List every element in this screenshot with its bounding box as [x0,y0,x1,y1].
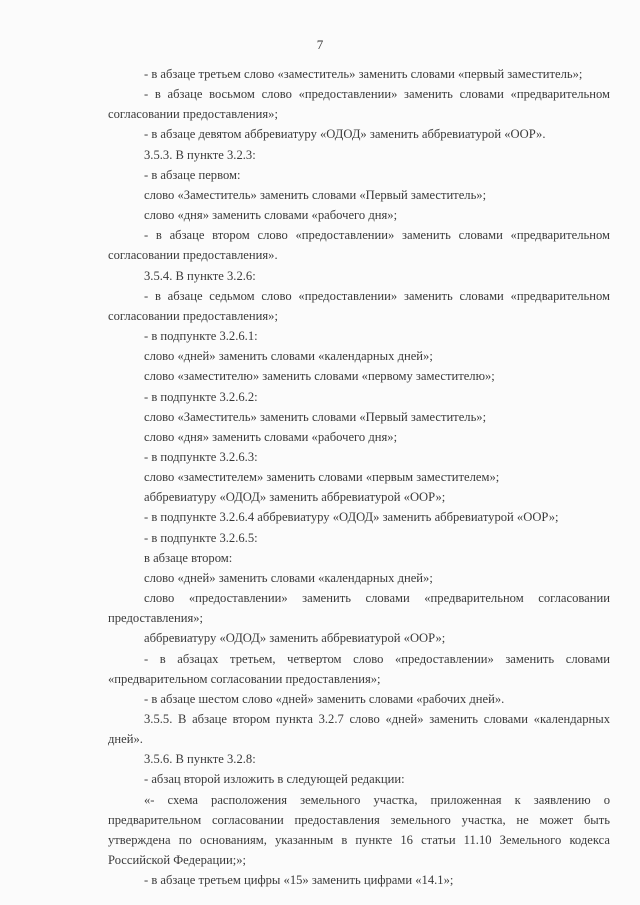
paragraph: слово «заместителю» заменить словами «первому заместителю»; [144,369,495,384]
paragraph: 3.5.3. В пункте 3.2.3: [144,147,256,162]
paragraph: - в абзаце третьем слово «заместитель» заменить словами «первый заместитель»; [144,67,583,81]
paragraph: - в абзаце восьмом слово «предоставлении» заменить словами «предварительном согласовании предоставления»; [108,87,610,122]
paragraph: - в подпункте 3.2.6.2: [144,389,258,404]
paragraph: - в подпункте 3.2.6.3: [144,449,258,464]
paragraph: слово «предоставлении» заменить словами «предварительном согласовании предоставления»; [108,591,610,626]
page-number: 7 [316,37,324,52]
paragraph: - в абзаце девятом аббревиатуру «ОДОД» заменить аббревиатурой «ООР». [144,127,546,142]
paragraph: - в абзаце третьем цифры «15» заменить цифрами «14.1»; [144,873,454,888]
paragraph: 3.5.5. В абзаце втором пункта 3.2.7 слово «дней» заменить словами «календарных дней». [108,712,610,747]
paragraph: в абзаце втором: [144,550,233,565]
paragraph: - в подпункте 3.2.6.1: [144,329,258,344]
paragraph: 3.5.4. В пункте 3.2.6: [144,268,256,283]
paragraph: аббревиатуру «ОДОД» заменить аббревиатурой «ООР»; [144,490,446,505]
paragraph: - в абзаце втором слово «предоставлении» заменить словами «предварительном согласовании предоставления». [108,228,610,263]
paragraph: - в абзаце седьмом слово «предоставлении» заменить словами «предварительном согласовании предоставления»; [108,288,610,323]
paragraph: слово «заместителем» заменить словами «первым заместителем»; [144,470,500,485]
paragraph: слово «дня» заменить словами «рабочего дня»; [144,208,398,223]
paragraph: 3.5.6. В пункте 3.2.8: [144,752,256,767]
paragraph: аббревиатуру «ОДОД» заменить аббревиатурой «ООР»; [144,631,446,646]
paragraph: слово «дней» заменить словами «календарных дней»; [144,570,433,585]
paragraph: слово «дня» заменить словами «рабочего дня»; [144,429,398,444]
paragraph: «- схема расположения земельного участка, приложенная к заявлению о предварительном согласовании предоставления земельного участка, не может быть утверждена по основаниям, указанным в пункте 16 статьи 11.10 Земельного кодекса Российской Федерации;»; [108,792,610,868]
paragraph: - абзац второй изложить в следующей редакции: [144,772,405,787]
paragraph: - в абзацах третьем, четвертом слово «предоставлении» заменить словами «предварительном согласовании предоставления»; [108,651,610,686]
paragraph: слово «Заместитель» заменить словами «Первый заместитель»; [144,187,487,202]
paragraph: слово «Заместитель» заменить словами «Первый заместитель»; [144,409,487,424]
paragraph: - в подпункте 3.2.6.4 аббревиатуру «ОДОД» заменить аббревиатурой «ООР»; [144,510,559,525]
paragraph: слово «дней» заменить словами «календарных дней»; [144,349,433,364]
paragraph: - в абзаце шестом слово «дней» заменить словами «рабочих дней». [144,691,505,706]
paragraph: - в абзаце первом: [144,167,241,182]
paragraph: - в подпункте 3.2.6.5: [144,530,258,545]
document-body [108,64,610,890]
